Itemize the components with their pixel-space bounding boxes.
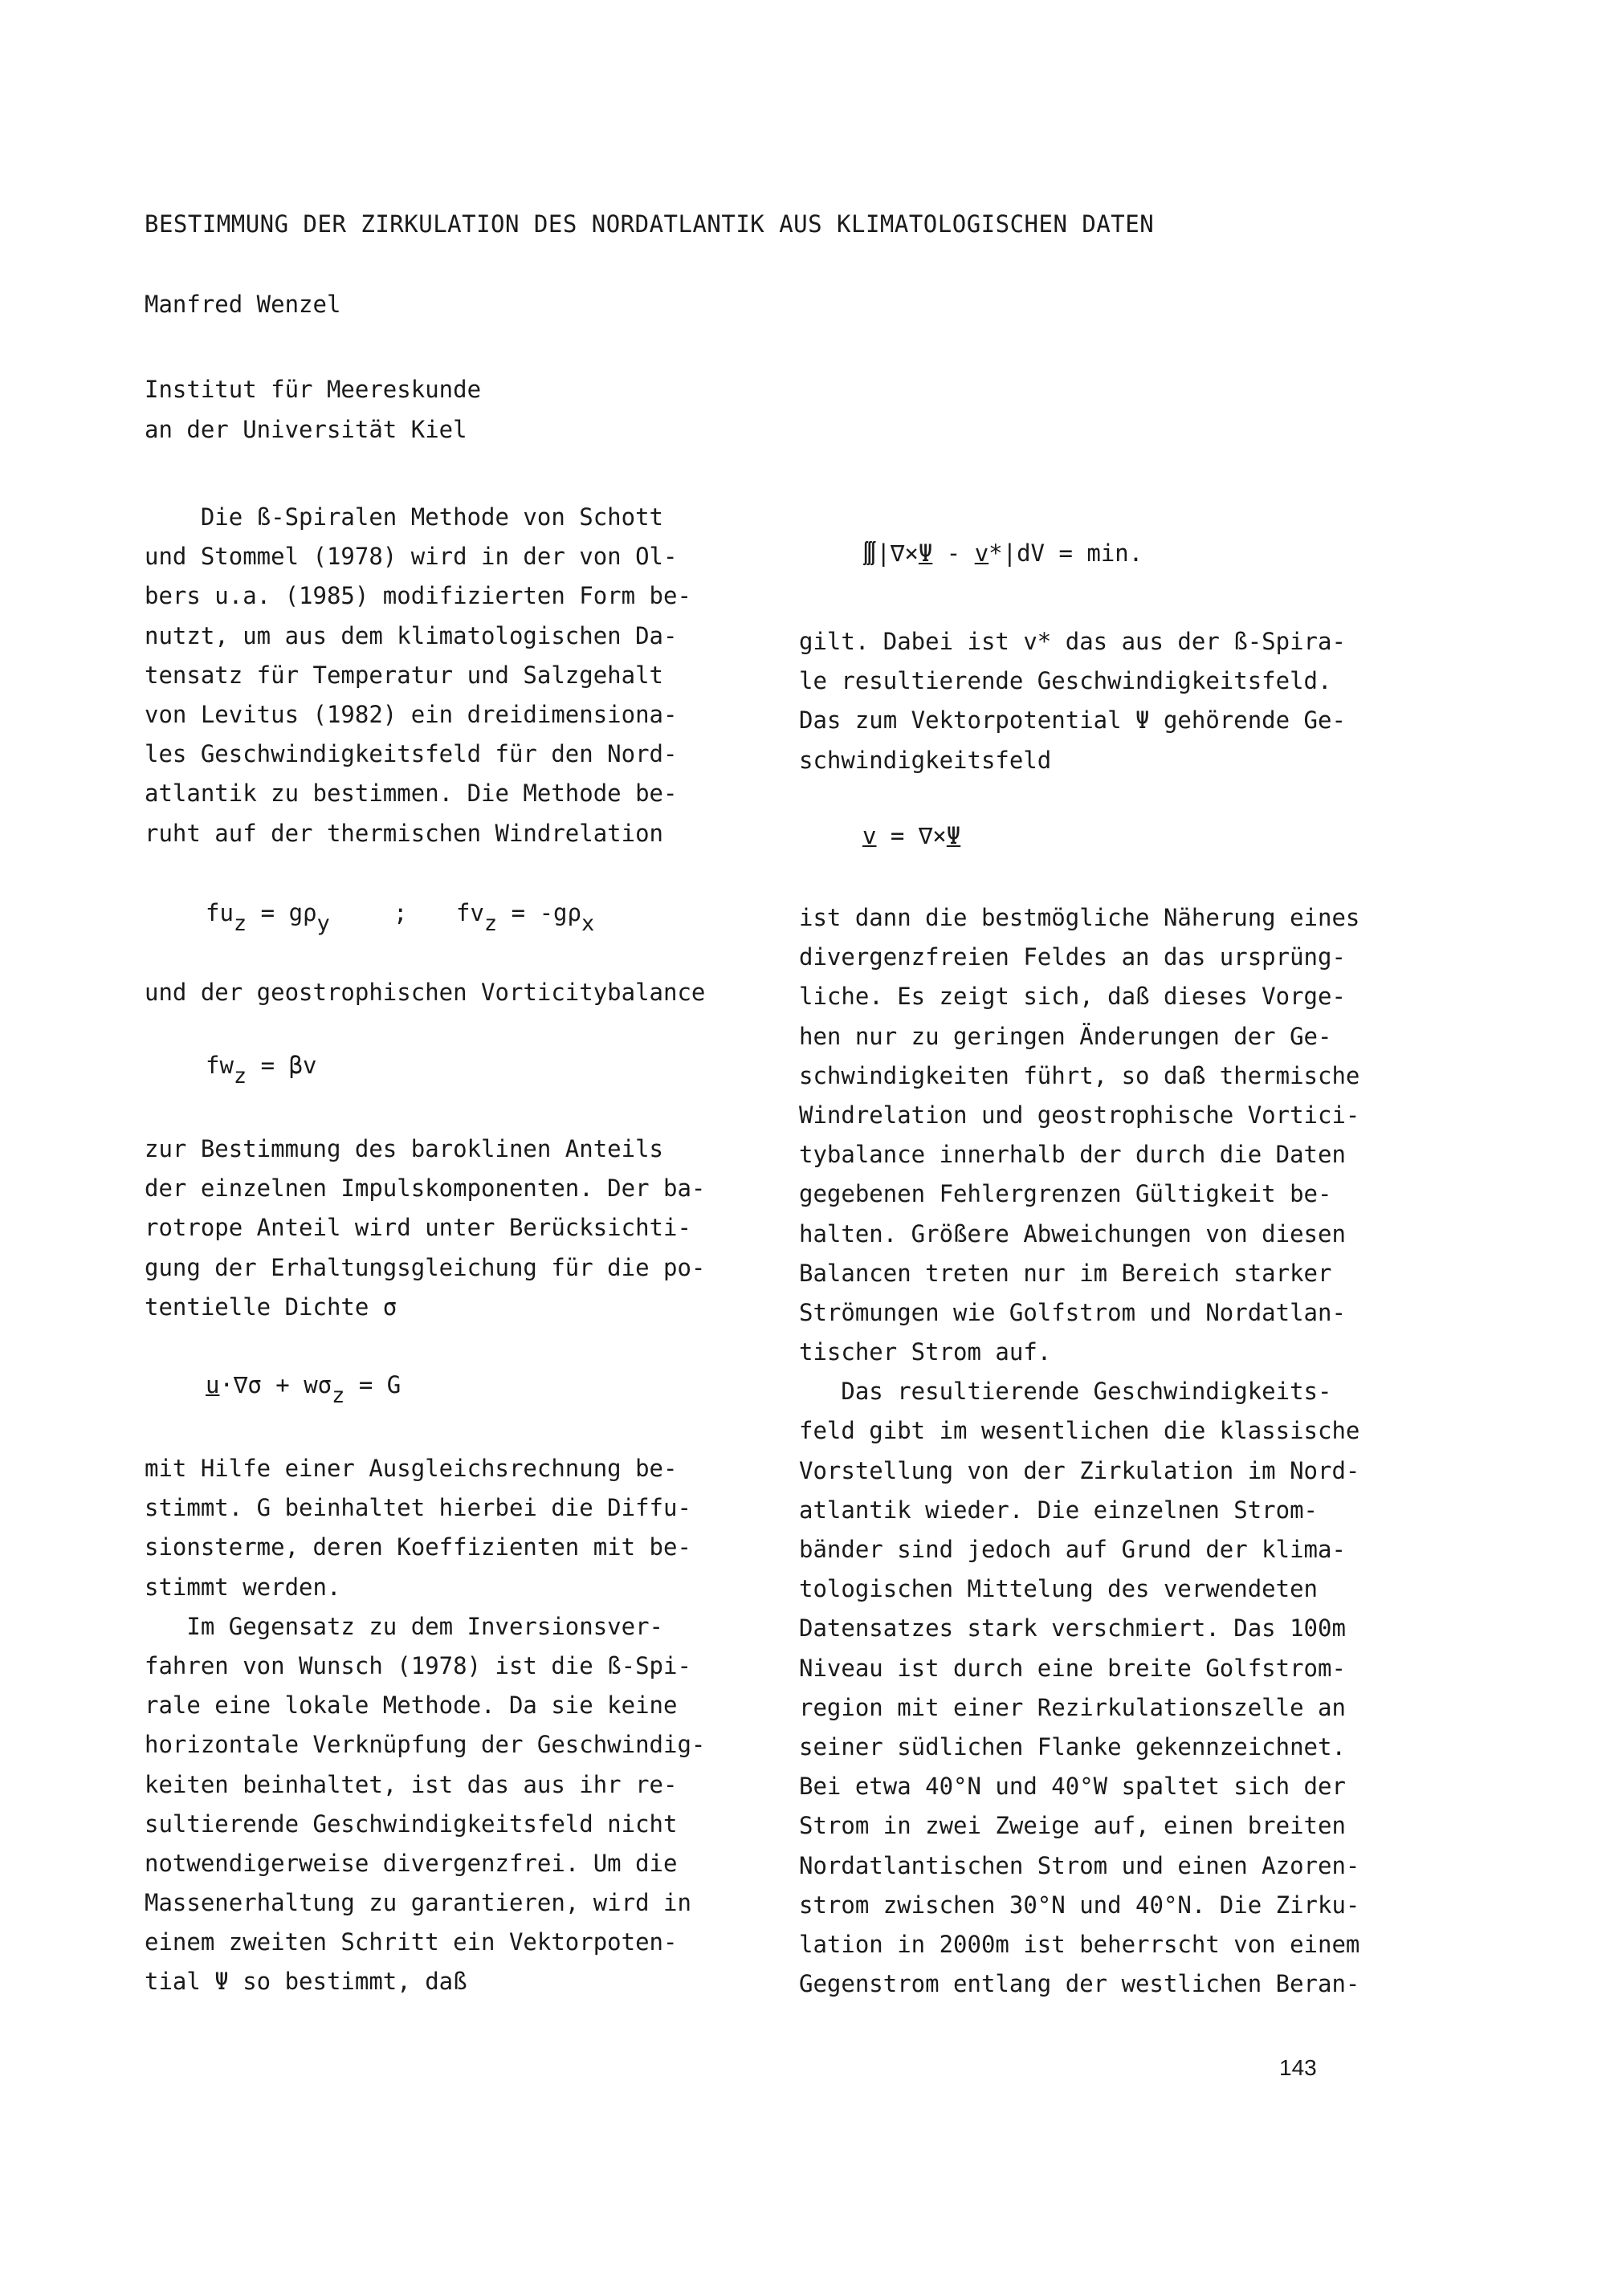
text-line: halten. Größere Abweichungen von diesen	[799, 1219, 1346, 1248]
text-line: Datensatzes stark verschmiert. Das 100m	[799, 1614, 1346, 1643]
text-line: region mit einer Rezirkulationszelle an	[799, 1693, 1346, 1721]
affiliation-line: an der Universität Kiel	[145, 416, 467, 443]
text-line: seiner südlichen Flanke gekennzeichnet.	[799, 1732, 1346, 1761]
text-line: keiten beinhaltet, ist das aus ihr re-	[145, 1770, 678, 1798]
text-line: sionsterme, deren Koeffizienten mit be-	[145, 1533, 691, 1561]
text-line: Strom in zwei Zweige auf, einen breiten	[799, 1812, 1346, 1840]
equation-velocity: v = ∇×Ψ	[862, 822, 961, 849]
text-line: fahren von Wunsch (1978) ist die ß-Spi-	[145, 1651, 691, 1679]
text-line: divergenzfreien Feldes an das ursprüng-	[799, 943, 1346, 971]
text-line: ist dann die bestmögliche Näherung eines	[799, 904, 1360, 931]
text-line: rotrope Anteil wird unter Berücksichti-	[145, 1214, 691, 1242]
text-line: rale eine lokale Methode. Da sie keine	[145, 1691, 678, 1720]
text-line: tybalance innerhalb der durch die Daten	[799, 1141, 1346, 1169]
text-line: liche. Es zeigt sich, daß dieses Vorge-	[799, 983, 1346, 1011]
affiliation-line: Institut für Meereskunde	[145, 376, 482, 403]
text-line: Strömungen wie Golfstrom und Nordatlan-	[799, 1298, 1346, 1326]
equation-thermal-wind: $fu_z = g\rho_y$	[206, 899, 330, 936]
text-line: Bei etwa 40°N und 40°W spaltet sich der	[799, 1773, 1346, 1801]
page-number: 143	[1279, 2055, 1317, 2080]
text-line: le resultierende Geschwindigkeitsfeld.	[799, 667, 1332, 695]
text-line: ruht auf der thermischen Windrelation	[145, 819, 664, 847]
text-line: bänder sind jedoch auf Grund der klima-	[799, 1536, 1346, 1563]
text-line: von Levitus (1982) ein dreidimensiona-	[145, 700, 678, 728]
equation-separator: ;	[393, 899, 408, 926]
text-line: Balancen treten nur im Bereich starker	[799, 1259, 1332, 1287]
text-line: atlantik wieder. Die einzelnen Strom-	[799, 1496, 1319, 1524]
equation-vorticity: $fw_z = \beta v$	[206, 1052, 317, 1089]
text-line: gegebenen Fehlergrenzen Gültigkeit be-	[799, 1180, 1332, 1208]
right-paragraph-1	[799, 622, 1346, 780]
text-line: gilt. Dabei ist v* das aus der ß-Spira-	[799, 628, 1346, 655]
author-name: Manfred Wenzel	[145, 291, 341, 318]
text-line: tologischen Mittelung des verwendeten	[799, 1575, 1319, 1603]
text-line: tensatz für Temperatur und Salzgehalt	[145, 661, 664, 689]
right-paragraph-2	[799, 898, 1359, 2004]
text-line: nutzt, um aus dem klimatologischen Da-	[145, 621, 678, 649]
text-line: sultierende Geschwindigkeitsfeld nicht	[145, 1810, 678, 1838]
text-line: les Geschwindigkeitsfeld für den Nord-	[145, 740, 678, 768]
text-line: hen nur zu geringen Änderungen der Ge-	[799, 1022, 1332, 1050]
text-line: Vorstellung von der Zirkulation im Nord-	[799, 1456, 1360, 1484]
text-line: Nordatlantischen Strom und einen Azoren-	[799, 1851, 1360, 1879]
text-line: tentielle Dichte σ	[145, 1293, 397, 1321]
text-line: bers u.a. (1985) modifizierten Form be-	[145, 582, 691, 610]
text-line: tial Ψ so bestimmt, daß	[145, 1968, 467, 1996]
paper-title: BESTIMMUNG DER ZIRKULATION DES NORDATLANTIK AUS KLIMATOLOGISCHEN DATEN	[145, 210, 1155, 238]
text-line: feld gibt im wesentlichen die klassische	[799, 1417, 1360, 1445]
text-line: mit Hilfe einer Ausgleichsrechnung be-	[145, 1455, 678, 1482]
text-line: gung der Erhaltungsgleichung für die po-	[145, 1253, 706, 1281]
text-line: einem zweiten Schritt ein Vektorpoten-	[145, 1928, 678, 1956]
equation-conservation: $u\cdot\nabla\sigma + w\sigma_z = G$	[206, 1371, 402, 1408]
text-line: Massenerhaltung zu garantieren, wird in	[145, 1889, 691, 1917]
text-line: stimmt werden.	[145, 1573, 341, 1601]
text-line: und der geostrophischen Vorticitybalance	[145, 979, 706, 1006]
text-line: Die ß-Spiralen Methode von Schott	[145, 503, 664, 531]
text-line: stimmt. G beinhaltet hierbei die Diffu-	[145, 1494, 691, 1522]
text-line: der einzelnen Impulskomponenten. Der ba-	[145, 1174, 706, 1203]
text-line: schwindigkeiten führt, so daß thermische	[799, 1061, 1360, 1089]
text-line: strom zwischen 30°N und 40°N. Die Zirku-	[799, 1891, 1360, 1919]
text-line: atlantik zu bestimmen. Die Methode be-	[145, 780, 678, 808]
text-line: tischer Strom auf.	[799, 1338, 1052, 1366]
text-line: horizontale Verknüpfung der Geschwindig-	[145, 1731, 706, 1759]
affiliation	[145, 369, 481, 450]
text-line: schwindigkeitsfeld	[799, 746, 1052, 774]
text-line: zur Bestimmung des baroklinen Anteils	[145, 1135, 664, 1162]
left-paragraph-3	[145, 1130, 705, 1327]
text-line: und Stommel (1978) wird in der von Ol-	[145, 543, 678, 571]
left-paragraph-2	[145, 973, 705, 1012]
text-line: lation in 2000m ist beherrscht von einem	[799, 1930, 1360, 1958]
text-line: Im Gegensatz zu dem Inversionsver-	[145, 1612, 664, 1640]
text-line: Gegenstrom entlang der westlichen Beran-	[799, 1970, 1360, 1998]
equation-thermal-wind-2: $fv_z = -g\rho_x$	[456, 899, 595, 936]
left-paragraph-4	[145, 1449, 705, 2002]
text-line: Niveau ist durch eine breite Golfstrom-	[799, 1654, 1346, 1682]
text-line: Das resultierende Geschwindigkeits-	[799, 1378, 1332, 1406]
equation-minimization: ∭|∇×Ψ - v*|dV = min.	[862, 539, 1143, 567]
text-line: notwendigerweise divergenzfrei. Um die	[145, 1849, 678, 1877]
left-paragraph-1	[145, 498, 691, 853]
text-line: Windrelation und geostrophische Vortici-	[799, 1101, 1360, 1129]
text-line: Das zum Vektorpotential Ψ gehörende Ge-	[799, 706, 1346, 735]
